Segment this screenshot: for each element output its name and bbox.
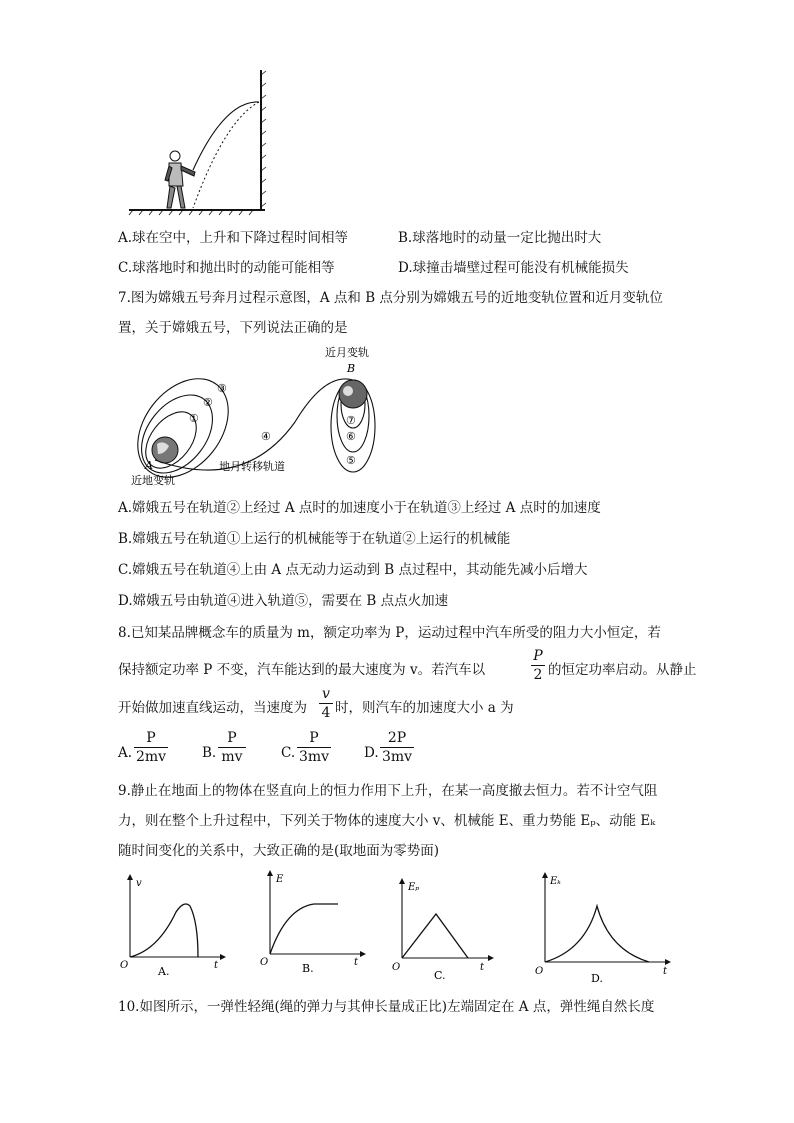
q6-option-d: D.球撞击墙壁过程可能没有机械能损失 (398, 260, 629, 276)
orbit-label-4: ④ (261, 430, 271, 443)
orbit-label-1: ① (189, 412, 199, 425)
q8-line2-b: 的恒定功率启动。从静止 (548, 662, 697, 678)
q8-line3-a: 开始做加速直线运动，当速度为 (118, 700, 307, 716)
svg-text:O: O (392, 962, 401, 973)
svg-text:t: t (663, 966, 668, 977)
q7-option-c: C.嫦娥五号在轨道④上由 A 点无动力运动到 B 点过程中，其动能先减小后增大 (118, 562, 588, 578)
svg-text:t: t (480, 962, 485, 973)
q8-option-c-label: C. (281, 745, 296, 761)
svg-text:E: E (276, 874, 284, 885)
svg-text:v: v (136, 878, 142, 889)
q9-line2: 力，则在整个上升过程中，下列关于物体的速度大小 v、机械能 E、重力势能 Eₚ、动能 Eₖ (118, 813, 656, 829)
q8-option-b-label: B. (202, 745, 217, 761)
q6-option-a: A.球在空中，上升和下降过程时间相等 (118, 230, 349, 246)
label-a: A (145, 459, 153, 472)
q8-option-d-label: D. (364, 745, 379, 761)
label-transfer: 地月转移轨道 (219, 460, 285, 473)
q9-line3: 随时间变化的关系中，大致正确的是(取地面为零势面) (118, 843, 440, 859)
svg-text:O: O (260, 957, 269, 968)
orbit-label-6: ⑥ (346, 430, 356, 443)
svg-text:Eₚ: Eₚ (408, 882, 420, 893)
q9-line1: 9.静止在地面上的物体在竖直向上的恒力作用下上升，在某一高度撤去恒力。若不计空气阻 (118, 783, 658, 799)
q8-option-c-frac: P 3mv (298, 730, 330, 765)
svg-text:C.: C. (434, 969, 446, 982)
orbit-label-7: ⑦ (346, 414, 356, 427)
label-near-earth: 近地变轨 (131, 474, 175, 487)
graph-a (118, 872, 228, 982)
svg-text:Eₖ: Eₖ (550, 876, 561, 887)
throw-ball-figure (125, 60, 285, 220)
q8-option-d-frac: 2P 3mv (381, 730, 413, 765)
q8-option-a-label: A. (118, 745, 133, 761)
q7-option-d: D.嫦娥五号由轨道④进入轨道⑤，需要在 B 点点火加速 (118, 593, 449, 609)
orbit-label-2: ② (203, 396, 213, 409)
q8-option-b-frac: P mv (218, 730, 246, 765)
label-b: B (347, 362, 356, 375)
q8-line3-b: 时，则汽车的加速度大小 a 为 (335, 700, 514, 716)
moon-icon (339, 380, 367, 408)
orbit-label-3: ③ (217, 382, 227, 395)
svg-text:B.: B. (302, 962, 314, 975)
q8-frac-p-over-2: P 2 (531, 648, 545, 683)
q7-stem-line1: 7.图为嫦娥五号奔月过程示意图，A 点和 B 点分别为嫦娥五号的近地变轨位置和近月变轨位 (118, 290, 663, 306)
orbit-label-5: ⑤ (346, 454, 356, 467)
svg-text:t: t (354, 957, 359, 968)
q8-line2-a: 保持额定功率 P 不变，汽车能达到的最大速度为 v。若汽车以 (118, 662, 486, 678)
svg-text:A.: A. (158, 965, 170, 978)
svg-text:O: O (535, 966, 544, 977)
q10-line1: 10.如图所示，一弹性轻绳(绳的弹力与其伸长量成正比)左端固定在 A 点，弹性绳自然长度 (118, 999, 655, 1015)
q6-option-b: B.球落地时的动量一定比抛出时大 (398, 230, 602, 246)
q7-option-a: A.嫦娥五号在轨道②上经过 A 点时的加速度小于在轨道③上经过 A 点时的加速度 (118, 500, 601, 516)
graph-c (390, 876, 500, 986)
q7-stem-line2: 置，关于嫦娥五号，下列说法正确的是 (118, 320, 348, 336)
svg-text:O: O (120, 960, 129, 971)
svg-text:D.: D. (591, 972, 603, 985)
graph-d (535, 870, 675, 990)
q8-frac-v-over-4: v 4 (319, 686, 333, 721)
q6-option-c: C.球落地时和抛出时的动能可能相等 (118, 260, 335, 276)
svg-text:t: t (214, 960, 219, 971)
q7-option-b: B.嫦娥五号在轨道①上运行的机械能等于在轨道②上运行的机械能 (118, 531, 511, 547)
graph-b (258, 868, 368, 978)
label-near-moon: 近月变轨 (325, 346, 369, 359)
person-icon (165, 151, 195, 208)
q8-line1: 8.已知某品牌概念车的质量为 m，额定功率为 P，运动过程中汽车所受的阻力大小恒定，若 (118, 625, 661, 641)
q8-option-a-frac: P 2mv (135, 730, 167, 765)
orbit-diagram (125, 342, 400, 492)
